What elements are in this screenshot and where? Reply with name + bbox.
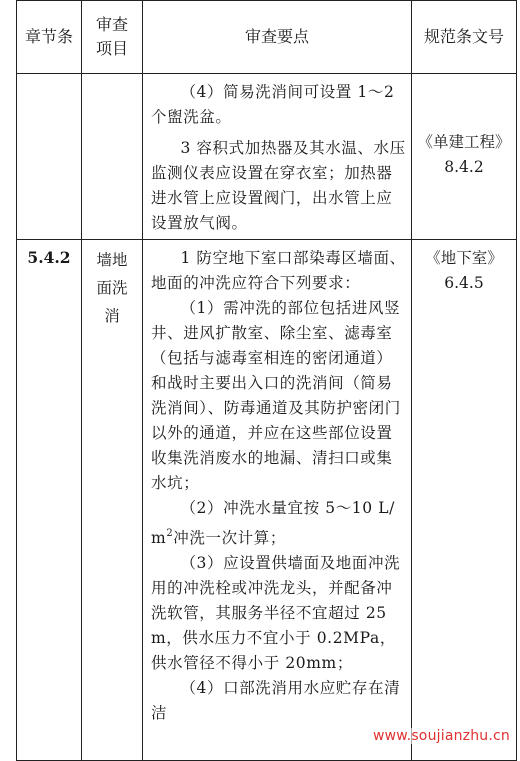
point-text: 3 容积式加热器及其水温、水压监测仪表应设置在穿衣室；加热器进水管上应设置阀门，出水管上应设置放气阀。 <box>151 139 406 232</box>
point-text: （4）简易洗消间可设置 1～2 个盥洗盆。 <box>151 83 395 126</box>
ref-clause: 8.4.2 <box>444 158 484 176</box>
header-chapter: 章节条 <box>17 1 82 74</box>
point-text: （3）应设置供墙面及地面冲洗用的冲洗栓或冲洗龙头，并配备冲洗软管，其服务半径不宜超过 25 m，供水压力不宜小于 0.2MPa，供水管径不得小于 20mm； <box>151 554 401 672</box>
point-text: （1）需冲洗的部位包括进风竖井、进风扩散室、除尘室、滤毒室（包括与滤毒室相连的密闭通道）和战时主要出入口的洗消间（简易洗消间）、防毒通道及其防护密闭门以外的通道，并应在这些部位设置收集洗消废水的地漏、清扫口或集水坑； <box>151 299 401 492</box>
watermark-text: www.soujianzhu.cn <box>373 728 510 744</box>
ref-clause: 6.4.5 <box>444 274 484 292</box>
header-ref: 规范条文号 <box>412 1 517 74</box>
cell-ref <box>412 240 517 761</box>
cell-ref <box>412 74 517 240</box>
ref-title: 《单建工程》 <box>417 133 511 151</box>
cell-points <box>143 74 412 240</box>
cell-item <box>82 74 143 240</box>
cell-item: 墙地面洗消 <box>82 240 143 761</box>
ref-title: 《地下室》 <box>425 249 503 267</box>
cell-points <box>143 240 412 761</box>
header-points: 审查要点 <box>143 1 412 74</box>
table-row <box>17 240 517 761</box>
table-header-row <box>17 1 517 74</box>
review-table <box>16 0 517 761</box>
superscript: 2 <box>166 528 174 539</box>
header-item: 审查项目 <box>82 1 143 74</box>
cell-chapter: 5.4.2 <box>17 240 82 761</box>
point-text: （2）冲洗水量宜按 5～10 L/ $m^2$冲洗一次计算； <box>151 499 395 547</box>
review-table-page <box>16 0 512 748</box>
point-text: （4）口部洗消用水应贮存在清洁 <box>151 679 401 722</box>
table-row <box>17 74 517 240</box>
cell-chapter <box>17 74 82 240</box>
point-text: 1 防空地下室口部染毒区墙面、地面的冲洗应符合下列要求： <box>151 249 406 292</box>
